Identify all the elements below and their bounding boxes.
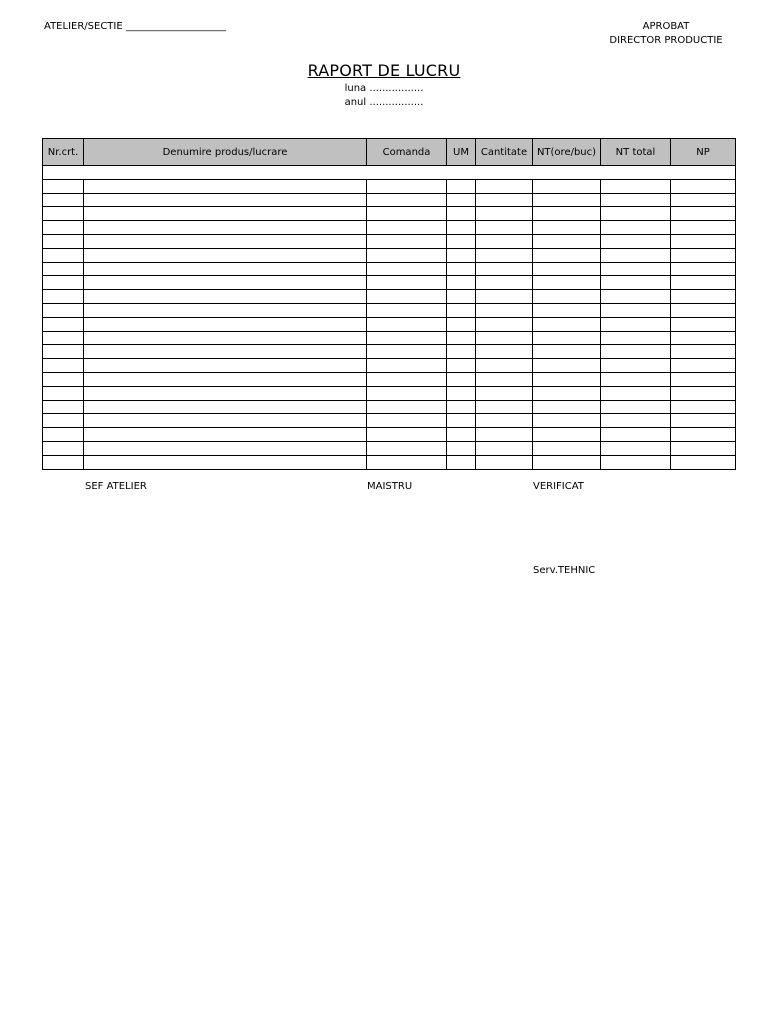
table-cell [533,359,601,373]
table-cell [476,179,533,193]
table-row [43,303,736,317]
table-cell [367,248,447,262]
table-cell [671,262,736,276]
table-cell [367,359,447,373]
table-cell [476,290,533,304]
column-header-nt-total: NT total [601,139,671,166]
table-cell [84,441,367,455]
table-cell [476,193,533,207]
table-cell [367,372,447,386]
table-cell [601,276,671,290]
table-row [43,248,736,262]
table-cell [367,317,447,331]
table-cell [476,400,533,414]
table-cell [447,386,476,400]
table-body [43,166,736,470]
table-cell [84,262,367,276]
table-cell [84,207,367,221]
table-cell [671,428,736,442]
table-cell [601,248,671,262]
table-cell [533,441,601,455]
table-cell [447,441,476,455]
table-cell [533,290,601,304]
table-cell [367,386,447,400]
table-cell [84,179,367,193]
table-cell [476,234,533,248]
table-cell [43,400,84,414]
aprobat-label: APROBAT [642,21,690,32]
table-cell [367,207,447,221]
table-cell [84,428,367,442]
table-cell [447,428,476,442]
table-cell [533,317,601,331]
table-row [43,400,736,414]
table-row [43,414,736,428]
column-header-np: NP [671,139,736,166]
table-cell [447,331,476,345]
table-cell [447,400,476,414]
table-cell [671,455,736,469]
table-cell [671,303,736,317]
table-cell [533,193,601,207]
table-cell [671,345,736,359]
table-cell [367,455,447,469]
table-cell [601,262,671,276]
table-cell [476,207,533,221]
table-cell [84,414,367,428]
maistru-signature: MAISTRU [367,481,413,492]
column-header-comanda: Comanda [367,139,447,166]
table-cell [84,331,367,345]
table-cell [447,359,476,373]
table-cell [671,193,736,207]
table-cell [43,414,84,428]
table-cell [447,303,476,317]
table-row [43,221,736,235]
table-cell [43,276,84,290]
table-cell [476,414,533,428]
table-cell [43,221,84,235]
table-cell [476,372,533,386]
table-cell [671,290,736,304]
table-cell [476,331,533,345]
table-cell [43,359,84,373]
table-cell [671,317,736,331]
table-cell [84,317,367,331]
table-row [43,441,736,455]
column-header-nr-crt: Nr.crt. [43,139,84,166]
table-cell [43,372,84,386]
table-cell [43,317,84,331]
table-cell [447,193,476,207]
table-row [43,455,736,469]
table-cell [601,317,671,331]
table-cell [43,345,84,359]
table-cell [43,303,84,317]
table-cell [476,262,533,276]
table-cell [367,441,447,455]
table-cell [533,414,601,428]
table-cell [476,303,533,317]
column-header-um: UM [447,139,476,166]
table-cell [671,372,736,386]
table-row [43,428,736,442]
table-cell [671,441,736,455]
table-cell [601,400,671,414]
work-report-table [42,138,736,470]
verificat-signature: VERIFICAT [533,481,584,492]
table-cell [601,455,671,469]
table-cell [533,262,601,276]
table-cell [84,290,367,304]
table-cell [447,221,476,235]
table-cell [476,276,533,290]
table-cell [367,400,447,414]
table-cell [43,386,84,400]
table-cell [447,345,476,359]
table-cell [43,455,84,469]
table-cell [671,386,736,400]
table-cell [476,455,533,469]
column-header-denumire: Denumire produs/lucrare [84,139,367,166]
table-cell [601,193,671,207]
table-cell [43,290,84,304]
table-cell [671,414,736,428]
table-cell [447,290,476,304]
table-cell [601,359,671,373]
table-row [43,345,736,359]
table-cell [84,345,367,359]
table-cell [671,179,736,193]
table-cell [533,207,601,221]
table-cell [367,345,447,359]
table-row [43,193,736,207]
table-cell [447,317,476,331]
table-cell [43,193,84,207]
table-cell [447,207,476,221]
table-cell [476,441,533,455]
table-cell [601,345,671,359]
table-cell [476,345,533,359]
table-spacer-cell [43,166,736,180]
table-cell [43,248,84,262]
table-cell [601,414,671,428]
serv-tehnic-signature: Serv.TEHNIC [533,565,596,576]
table-cell [601,303,671,317]
table-cell [533,179,601,193]
table-cell [447,414,476,428]
table-cell [367,331,447,345]
table-cell [601,179,671,193]
table-cell [367,276,447,290]
table-cell [367,290,447,304]
table-cell [601,331,671,345]
table-cell [84,276,367,290]
table-cell [671,207,736,221]
table-cell [43,262,84,276]
table-row [43,262,736,276]
table-row [43,179,736,193]
table-cell [43,207,84,221]
table-cell [367,262,447,276]
table-cell [447,372,476,386]
table-row [43,372,736,386]
document-title-wrap [0,61,768,81]
table-cell [476,248,533,262]
table-cell [43,428,84,442]
table-header-row [43,139,736,166]
table-cell [533,248,601,262]
atelier-sectie-field: ATELIER/SECTIE ____________________ [44,21,226,32]
table-cell [671,359,736,373]
sef-atelier-signature: SEF ATELIER [85,481,147,492]
table-cell [601,372,671,386]
table-cell [367,428,447,442]
luna-field: luna ................. [344,83,424,94]
table-cell [533,400,601,414]
table-cell [533,428,601,442]
table-cell [533,276,601,290]
table-cell [84,386,367,400]
table-cell [601,386,671,400]
table-cell [671,276,736,290]
table-cell [367,221,447,235]
table-cell [43,179,84,193]
table-cell [447,234,476,248]
table-row [43,234,736,248]
table-cell [476,428,533,442]
table-cell [84,193,367,207]
table-cell [447,179,476,193]
table-cell [601,428,671,442]
table-row [43,386,736,400]
table-cell [367,414,447,428]
table-cell [84,303,367,317]
table-cell [671,400,736,414]
document-title: RAPORT DE LUCRU [307,61,461,80]
table-cell [533,221,601,235]
table-row [43,276,736,290]
table-cell [533,234,601,248]
table-row [43,359,736,373]
table-cell [447,455,476,469]
table-cell [601,290,671,304]
director-productie-label: DIRECTOR PRODUCTIE [609,35,723,46]
table-cell [84,221,367,235]
table-cell [84,372,367,386]
table-cell [84,248,367,262]
table-cell [476,359,533,373]
table-row [43,290,736,304]
table-cell [447,262,476,276]
table-cell [84,359,367,373]
table-cell [447,276,476,290]
table-row [43,331,736,345]
table-cell [533,386,601,400]
table-cell [533,455,601,469]
table-cell [671,221,736,235]
table-cell [671,331,736,345]
table-row [43,317,736,331]
table-cell [367,303,447,317]
table-cell [671,234,736,248]
table-cell [367,234,447,248]
table-cell [367,193,447,207]
table-cell [84,455,367,469]
table-cell [671,248,736,262]
table-cell [43,441,84,455]
table-cell [43,234,84,248]
table-cell [367,179,447,193]
anul-field: anul ................. [344,97,424,108]
table-cell [601,207,671,221]
table-cell [533,331,601,345]
column-header-nt-ore-buc: NT(ore/buc) [533,139,601,166]
column-header-cantitate: Cantitate [476,139,533,166]
table-cell [533,372,601,386]
table-cell [476,221,533,235]
table-cell [476,317,533,331]
table-cell [447,248,476,262]
table-cell [476,386,533,400]
table-cell [533,345,601,359]
table-cell [84,234,367,248]
table-spacer-row [43,166,736,180]
table-cell [84,400,367,414]
table-cell [601,441,671,455]
table-row [43,207,736,221]
table-cell [601,234,671,248]
table-cell [533,303,601,317]
table-cell [43,331,84,345]
table-cell [601,221,671,235]
